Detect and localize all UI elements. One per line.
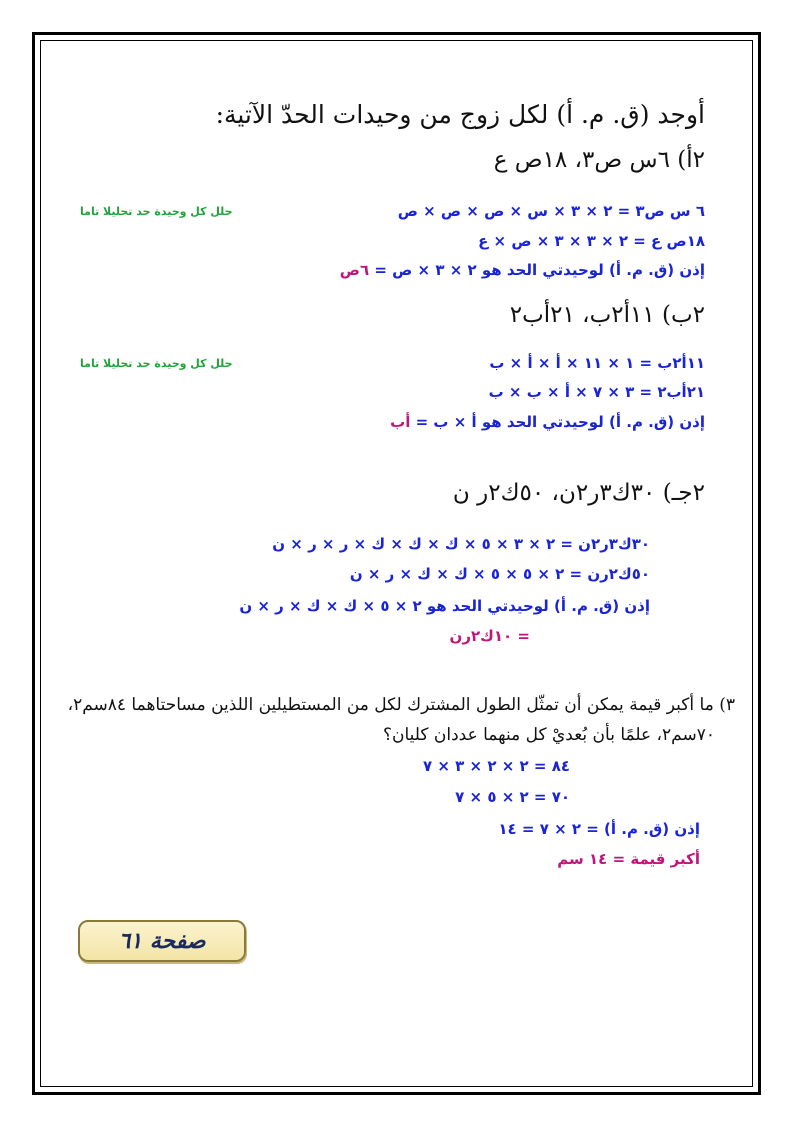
problem-a-step-1: ٦ س ص٣ = ٢ × ٣ × س × ص × ص × ص bbox=[397, 202, 705, 220]
question-3-line-1: ٣) ما أكبر قيمة يمكن أن تمثّل الطول المشترك لكل من المستطيلين اللذين مساحتاهما ٨٤سم٢، bbox=[67, 695, 735, 715]
problem-c-conclusion: إذن (ق. م. أ) لوحيدتي الحد هو ٢ × ٥ × ك × ك × ر × ن bbox=[239, 597, 650, 615]
problem-c-answer: = ١٠ك٢رن bbox=[449, 627, 530, 645]
problem-c-title: ٢جـ) ٣٠ك٣ر٢ن، ٥٠ك٢ر ن bbox=[452, 480, 705, 506]
question-3-step-1: ٨٤ = ٢ × ٢ × ٣ × ٧ bbox=[423, 757, 570, 775]
problem-b-step-1: ١١أ٢ب = ١ × ١١ × أ × أ × ب bbox=[489, 354, 705, 372]
question-3-answer: أكبر قيمة = ١٤ سم bbox=[557, 850, 700, 868]
page-number-badge bbox=[78, 920, 246, 962]
problem-b-note: حلل كل وحيدة حد تحليلا تاما bbox=[80, 357, 233, 370]
problem-a-title: ٢أ) ٦س ص٣، ١٨ص ع bbox=[493, 147, 705, 173]
question-3-line-2: ٧٠سم٢، علمًا بأن بُعديْ كل منهما عددان كليان؟ bbox=[382, 725, 715, 745]
problem-a-step-2: ١٨ص ع = ٢ × ٣ × ٣ × ص × ع bbox=[478, 232, 705, 250]
problem-b-conclusion bbox=[390, 413, 705, 431]
problem-b-step-2: ٢١أب٢ = ٣ × ٧ × أ × ب × ب bbox=[488, 383, 705, 401]
problem-b-answer: أب bbox=[390, 413, 411, 431]
problem-a-conclusion bbox=[340, 261, 705, 279]
problem-c-step-1: ٣٠ك٣ر٢ن = ٢ × ٣ × ٥ × ك × ك × ك × ر × ر × ن bbox=[272, 535, 650, 553]
problem-a-note: حلل كل وحيدة حد تحليلا تاما bbox=[80, 205, 233, 218]
problem-c-step-2: ٥٠ك٢رن = ٢ × ٥ × ٥ × ك × ك × ر × ن bbox=[349, 565, 650, 583]
page-number-label: صفحة ٦١ bbox=[118, 928, 206, 954]
question-3-step-3: إذن (ق. م. أ) = ٢ × ٧ = ١٤ bbox=[498, 820, 700, 838]
page-heading: أوجد (ق. م. أ) لكل زوج من وحيدات الحدّ الآتية: bbox=[215, 100, 705, 129]
question-3-step-2: ٧٠ = ٢ × ٥ × ٧ bbox=[455, 788, 570, 806]
problem-a-conclusion-text: إذن (ق. م. أ) لوحيدتي الحد هو ٢ × ٣ × ص = bbox=[374, 261, 705, 279]
problem-b-title: ٢ب) ١١أ٢ب، ٢١أب٢ bbox=[509, 302, 705, 328]
problem-b-conclusion-text: إذن (ق. م. أ) لوحيدتي الحد هو أ × ب = bbox=[415, 413, 705, 431]
problem-a-answer: ٦ص bbox=[339, 261, 370, 279]
